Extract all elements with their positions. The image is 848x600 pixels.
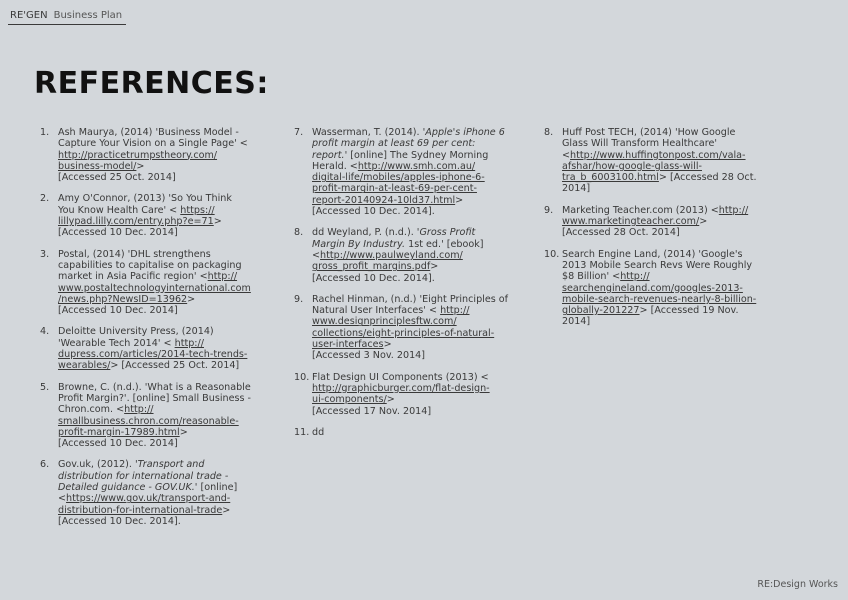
reference-text: You Know Health Care' <	[58, 204, 181, 216]
reference-line	[562, 150, 766, 161]
reference-title-italic: profit margin at least 69 per cent:	[312, 138, 476, 150]
reference-number: 7.	[294, 127, 304, 138]
reference-text: Rachel Hinman, (n.d.) 'Eight Principles of	[312, 293, 509, 305]
reference-text: Profit Margin?'. [online] Small Business -	[58, 392, 251, 404]
reference-url-link[interactable]: searchengineland.com/googles-2013-	[562, 282, 743, 294]
reference-text: 2013 Mobile Search Revs Were Roughly	[562, 259, 753, 271]
reference-line	[312, 316, 516, 327]
reference-number: 8.	[544, 127, 554, 138]
reference-text: ' [online] The Sydney Morning	[344, 149, 489, 161]
reference-url-link[interactable]: http://	[620, 271, 650, 283]
reference-text: Natural User Interfaces' <	[312, 305, 441, 317]
reference-line	[312, 172, 516, 183]
reference-url-link[interactable]: collections/eight-principles-of-natural-	[312, 327, 495, 339]
brand-name: RE'GEN	[10, 10, 48, 21]
reference-text: ' [online]	[194, 482, 238, 494]
reference-item	[40, 326, 262, 371]
reference-number: 9.	[294, 293, 304, 305]
reference-line	[58, 404, 262, 415]
reference-url-link[interactable]: http://	[440, 305, 470, 317]
reference-url-link[interactable]: http://	[207, 271, 238, 283]
reference-number: 5.	[40, 381, 50, 393]
reference-text: [Accessed 10 Dec. 2014].	[58, 515, 181, 527]
reference-line	[58, 172, 262, 183]
reference-number: 11.	[294, 426, 310, 438]
reference-number: 2.	[40, 193, 50, 205]
reference-item	[294, 227, 516, 283]
reference-line	[312, 127, 516, 138]
reference-line	[562, 271, 766, 282]
references-column-1	[40, 127, 262, 537]
reference-text: Huff Post TECH, (2014) 'How Google	[562, 127, 736, 138]
reference-line	[58, 427, 262, 438]
reference-url-link[interactable]: report-20140924-10ld37.html	[312, 194, 456, 206]
reference-title-italic: Margin By Industry.	[312, 238, 406, 250]
reference-text: Glass Will Transform Healthcare'	[562, 138, 718, 150]
reference-text: >	[179, 426, 188, 438]
reference-url-link[interactable]: user-interfaces	[312, 339, 384, 351]
reference-line	[562, 305, 766, 316]
reference-line	[58, 382, 262, 393]
reference-line	[58, 505, 262, 516]
reference-line	[312, 427, 516, 438]
reference-line	[58, 416, 262, 427]
reference-line	[58, 349, 262, 360]
reference-text: >	[213, 216, 222, 228]
reference-url-link[interactable]: afshar/how-google-glass-will-	[562, 160, 702, 172]
reference-line	[58, 127, 262, 138]
reference-url-link[interactable]: https://www.gov.uk/transport-and-	[66, 493, 231, 505]
reference-text: > [Accessed 25 Oct. 2014]	[110, 360, 240, 372]
reference-item	[40, 249, 262, 317]
reference-title-italic: Transport and	[137, 459, 205, 471]
reference-line	[312, 339, 516, 350]
reference-line	[58, 193, 262, 204]
reference-title-italic: Apple's iPhone 6	[425, 127, 505, 138]
page-title: REFERENCES:	[34, 66, 269, 101]
reference-number: 6.	[40, 459, 50, 471]
reference-text: Ash Maurya, (2014) 'Business Model -	[58, 127, 239, 138]
reference-text: [Accessed 25 Oct. 2014]	[58, 172, 176, 184]
reference-line	[312, 227, 516, 238]
reference-line	[312, 161, 516, 172]
reference-url-link[interactable]: http://	[124, 404, 154, 416]
reference-item	[294, 127, 516, 217]
reference-url-link[interactable]: profit-margin-at-least-69-per-cent-	[312, 183, 477, 195]
reference-line	[312, 273, 516, 284]
reference-line	[58, 150, 262, 161]
reference-text: [Accessed 10 Dec. 2014].	[312, 206, 435, 218]
references-column-2	[294, 127, 516, 448]
reference-number: 3.	[40, 248, 50, 260]
reference-line	[562, 138, 766, 149]
reference-url-link[interactable]: http://	[174, 337, 204, 349]
reference-url-link[interactable]: dupress.com/articles/2014-tech-trends-	[58, 349, 248, 361]
reference-line	[58, 294, 262, 305]
reference-text: Capture Your Vision on a Single Page' <	[58, 138, 248, 150]
references-column-3	[544, 127, 766, 338]
reference-item	[294, 294, 516, 362]
reference-line	[58, 482, 262, 493]
reference-item	[40, 382, 262, 450]
reference-line	[312, 250, 516, 261]
reference-line	[58, 459, 262, 470]
reference-text: Chron.com. <	[58, 404, 125, 416]
reference-line	[562, 161, 766, 172]
reference-line	[58, 438, 262, 449]
reference-item	[544, 249, 766, 328]
reference-text: > [Accessed 28 Oct.	[658, 172, 757, 184]
reference-line	[58, 249, 262, 260]
reference-line	[312, 372, 516, 383]
reference-text: dd Weyland, P. (n.d.). '	[312, 227, 420, 239]
reference-number: 8.	[294, 227, 304, 239]
reference-number: 9.	[544, 204, 554, 216]
reference-title-italic: distribution for international trade -	[58, 470, 229, 482]
reference-url-link[interactable]: globally-201227	[562, 305, 640, 317]
reference-url-link[interactable]: http://www.smh.com.au/	[357, 160, 476, 172]
reference-line	[312, 383, 516, 394]
reference-line	[562, 205, 766, 216]
document-header	[8, 10, 126, 25]
reference-text: market in Asia Pacific region' <	[58, 271, 208, 283]
reference-text: Gov.uk, (2012). '	[58, 459, 138, 471]
reference-text: >	[386, 394, 395, 406]
reference-line	[58, 227, 262, 238]
reference-text: Browne, C. (n.d.). 'What is a Reasonable	[58, 381, 251, 393]
reference-item	[544, 205, 766, 239]
reference-url-link[interactable]: gross_profit_margins.pdf	[312, 261, 431, 273]
reference-line	[312, 239, 516, 250]
reference-text: [Accessed 17 Nov. 2014]	[312, 405, 432, 417]
reference-item	[40, 193, 262, 238]
reference-line	[58, 493, 262, 504]
reference-url-link[interactable]: profit-margin-17989.html	[58, 426, 180, 438]
reference-text: [Accessed 10 Dec. 2014]	[58, 227, 178, 239]
reference-url-link[interactable]: http://www.paulweyland.com/	[320, 249, 463, 261]
reference-url-link[interactable]: www.postaltechnologyinternational.com	[58, 282, 251, 294]
reference-line	[58, 283, 262, 294]
reference-line	[58, 305, 262, 316]
reference-line	[312, 138, 516, 149]
reference-text: >	[136, 160, 145, 172]
reference-url-link[interactable]: distribution-for-international-trade	[58, 504, 223, 516]
reference-number: 10.	[294, 371, 310, 383]
reference-title-italic: Detailed guidance - GOV.UK.	[58, 482, 195, 494]
reference-text: <	[312, 249, 321, 261]
reference-text: Deloitte University Press, (2014)	[58, 326, 214, 338]
reference-url-link[interactable]: smallbusiness.chron.com/reasonable-	[58, 415, 239, 427]
reference-line	[58, 471, 262, 482]
reference-line	[58, 516, 262, 527]
reference-line	[562, 172, 766, 183]
reference-line	[58, 138, 262, 149]
reference-line	[312, 328, 516, 339]
reference-text: 2014]	[562, 183, 591, 195]
reference-text: [Accessed 28 Oct. 2014]	[562, 227, 680, 239]
reference-item	[544, 127, 766, 195]
reference-line	[562, 127, 766, 138]
reference-line	[58, 161, 262, 172]
reference-text: >	[430, 261, 439, 273]
reference-text: Marketing Teacher.com (2013) <	[562, 204, 719, 216]
reference-number: 4.	[40, 326, 50, 338]
reference-url-link[interactable]: mobile-search-revenues-nearly-8-billion-	[562, 293, 757, 305]
reference-text: [Accessed 10 Dec. 2014].	[312, 272, 435, 284]
reference-title-italic: Gross Profit	[419, 227, 476, 239]
reference-text: [Accessed 3 Nov. 2014]	[312, 350, 426, 362]
reference-text: 'Wearable Tech 2014' <	[58, 337, 175, 349]
reference-line	[312, 183, 516, 194]
reference-text: <	[58, 493, 67, 505]
reference-number: 1.	[40, 127, 50, 138]
reference-item	[294, 372, 516, 417]
reference-url-link[interactable]: lillypad.lilly.com/entry.php?e=71	[58, 216, 214, 228]
reference-line	[58, 326, 262, 337]
reference-text: >	[383, 339, 392, 351]
reference-number: 10.	[544, 248, 560, 260]
reference-text: [Accessed 10 Dec. 2014]	[58, 305, 178, 317]
reference-text: Flat Design UI Components (2013) <	[312, 371, 489, 383]
reference-url-link[interactable]: http://practicetrumpstheory.com/	[58, 149, 218, 161]
reference-text: > [Accessed 19 Nov.	[639, 305, 739, 317]
reference-line	[58, 271, 262, 282]
reference-title-italic: report.	[312, 149, 345, 161]
reference-line	[562, 249, 766, 260]
reference-text: 2014]	[562, 316, 591, 328]
reference-url-link[interactable]: business-model/	[58, 160, 137, 172]
reference-line	[312, 150, 516, 161]
reference-line	[562, 183, 766, 194]
reference-text: >	[699, 216, 708, 228]
reference-line	[312, 261, 516, 272]
reference-text: Wasserman, T. (2014). '	[312, 127, 426, 138]
reference-text: >	[455, 194, 464, 206]
reference-line	[312, 305, 516, 316]
reference-text: >	[222, 504, 231, 516]
reference-text: [Accessed 10 Dec. 2014]	[58, 438, 178, 450]
reference-line	[58, 205, 262, 216]
reference-url-link[interactable]: tra_b_6003100.html	[562, 172, 659, 184]
reference-text: Postal, (2014) 'DHL strengthens	[58, 248, 211, 260]
reference-text: Search Engine Land, (2014) 'Google's	[562, 248, 743, 260]
reference-url-link[interactable]: https://	[180, 204, 215, 216]
reference-item	[294, 427, 516, 438]
reference-line	[312, 294, 516, 305]
reference-item	[40, 459, 262, 527]
document-subtitle: Business Plan	[53, 10, 123, 21]
reference-line	[58, 393, 262, 404]
reference-url-link[interactable]: http://graphicburger.com/flat-design-	[312, 382, 490, 394]
reference-line	[312, 195, 516, 206]
reference-line	[562, 283, 766, 294]
reference-url-link[interactable]: http://	[718, 204, 749, 216]
reference-line	[58, 338, 262, 349]
reference-url-link[interactable]: wearables/	[58, 360, 111, 372]
reference-text: capabilities to capitalise on packaging	[58, 259, 242, 271]
reference-line	[312, 406, 516, 417]
reference-url-link[interactable]: http://www.huffingtonpost.com/vala-	[570, 149, 746, 161]
reference-text: Herald. <	[312, 160, 358, 172]
reference-line	[58, 360, 262, 371]
reference-text: dd	[312, 426, 325, 438]
reference-line	[562, 227, 766, 238]
reference-line	[312, 206, 516, 217]
reference-text: 1st ed.' [ebook]	[405, 238, 484, 250]
reference-text: Amy O'Connor, (2013) 'So You Think	[58, 193, 232, 205]
reference-url-link[interactable]: /news.php?NewsID=13962	[58, 293, 188, 305]
reference-line	[562, 260, 766, 271]
reference-line	[58, 216, 262, 227]
reference-line	[312, 394, 516, 405]
reference-url-link[interactable]: www.designprinciplesftw.com/	[312, 316, 457, 328]
reference-line	[562, 294, 766, 305]
reference-url-link[interactable]: digital-life/mobiles/apples-iphone-6-	[312, 172, 485, 184]
reference-text: <	[562, 149, 571, 161]
reference-text: $8 Billion' <	[562, 271, 621, 283]
reference-url-link[interactable]: www.marketingteacher.com/	[562, 216, 700, 228]
reference-line	[562, 216, 766, 227]
reference-line	[58, 260, 262, 271]
reference-text: >	[187, 293, 196, 305]
reference-url-link[interactable]: ui-components/	[312, 394, 387, 406]
reference-line	[312, 350, 516, 361]
reference-item	[40, 127, 262, 183]
footer-brand: RE:Design Works	[757, 579, 838, 590]
reference-line	[562, 316, 766, 327]
